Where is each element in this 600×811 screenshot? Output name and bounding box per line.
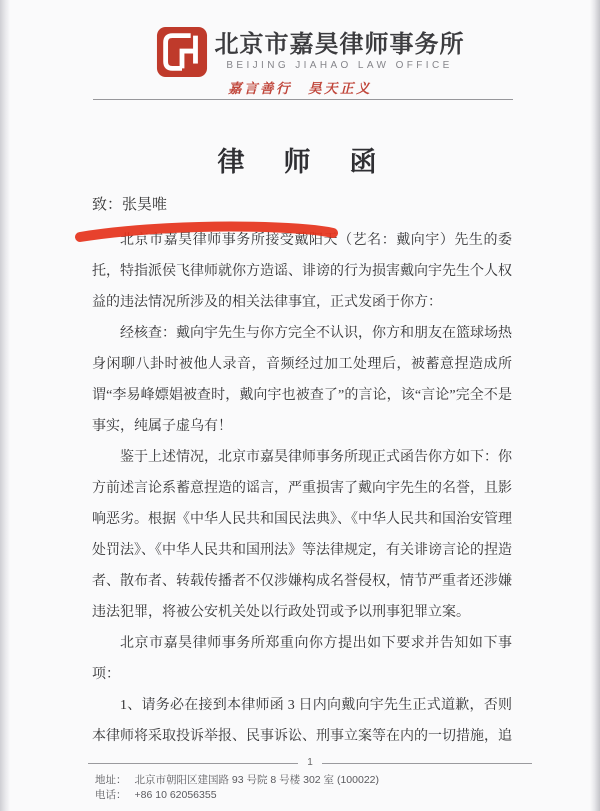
phone-line — [95, 788, 600, 803]
address-label: 地址： — [95, 774, 127, 786]
scan-edge-left — [0, 0, 10, 811]
firm-name-cn: 北京市嘉昊律师事务所 — [214, 31, 465, 58]
phone-value: +86 10 62056355 — [134, 789, 217, 801]
paragraph: 北京市嘉昊律师事务所接受戴阳天（艺名：戴向宇）先生的委托，特指派侯飞律师就你方造谣、诽谤的行为损害戴向宇先生个人权益的违法情况所涉及的相关法律事宜，正式发函于你方： — [92, 233, 512, 310]
page-footer — [0, 757, 600, 803]
firm-motto: 嘉言善行 昊天正义 — [228, 81, 372, 96]
address-value: 北京市朝阳区建国路 93 号院 8 号楼 302 室 (100022) — [134, 774, 379, 786]
letterhead — [0, 0, 600, 100]
phone-label: 电话： — [95, 789, 127, 801]
paragraph: 鉴于上述情况，北京市嘉昊律师事务所现正式函告你方如下：你方前述言论系蓄意捏造的谣言，严重损害了戴向宇先生的名誉，且影响恶劣。根据《中华人民共和国民法典》、《中华人民共和国治安管理处罚法》、《中华人民共和国刑法》等法律规定，有关诽谤言论的捏造者、散布者、转载传播者不仅涉嫌构成名誉侵权，情节严重者还涉嫌违法犯罪，将被公安机关处以行政处罚或予以刑事犯罪立案。 — [92, 450, 512, 620]
page-number-row — [88, 757, 532, 769]
firm-name-en: BEIJING JIAHAO LAW OFFICE — [226, 60, 453, 71]
scan-edge-right — [590, 0, 600, 811]
footer-divider-right — [322, 763, 532, 764]
firm-brand — [156, 26, 465, 78]
header-divider — [93, 99, 513, 100]
page-number: 1 — [307, 757, 313, 768]
paragraph: 北京市嘉昊律师事务所郑重向你方提出如下要求并告知如下事项： — [92, 636, 512, 682]
letter-body — [92, 225, 512, 752]
recipient-line: 致：张昊唯 — [92, 197, 168, 213]
letter-title: 律 师 函 — [217, 147, 383, 177]
footer-divider-left — [88, 763, 298, 764]
firm-seal-icon — [156, 26, 208, 78]
firm-name-block — [215, 32, 465, 72]
address-line — [95, 773, 600, 788]
paragraph: 经核查：戴向宇先生与你方完全不认识，你方和朋友在篮球场热身闲聊八卦时被他人录音，音频经过加工处理后，被蓄意捏造成所谓“李易峰嫖娼被查时，戴向宇也被查了”的言论，该“言论”完全不是事实，纯属子虚乌有！ — [92, 326, 512, 434]
paragraph: 1、请务必在接到本律师函 3 日内向戴向宇先生正式道歉，否则本律师将采取投诉举报、民事诉讼、刑事立案等在内的一切措施，追 — [92, 698, 512, 744]
